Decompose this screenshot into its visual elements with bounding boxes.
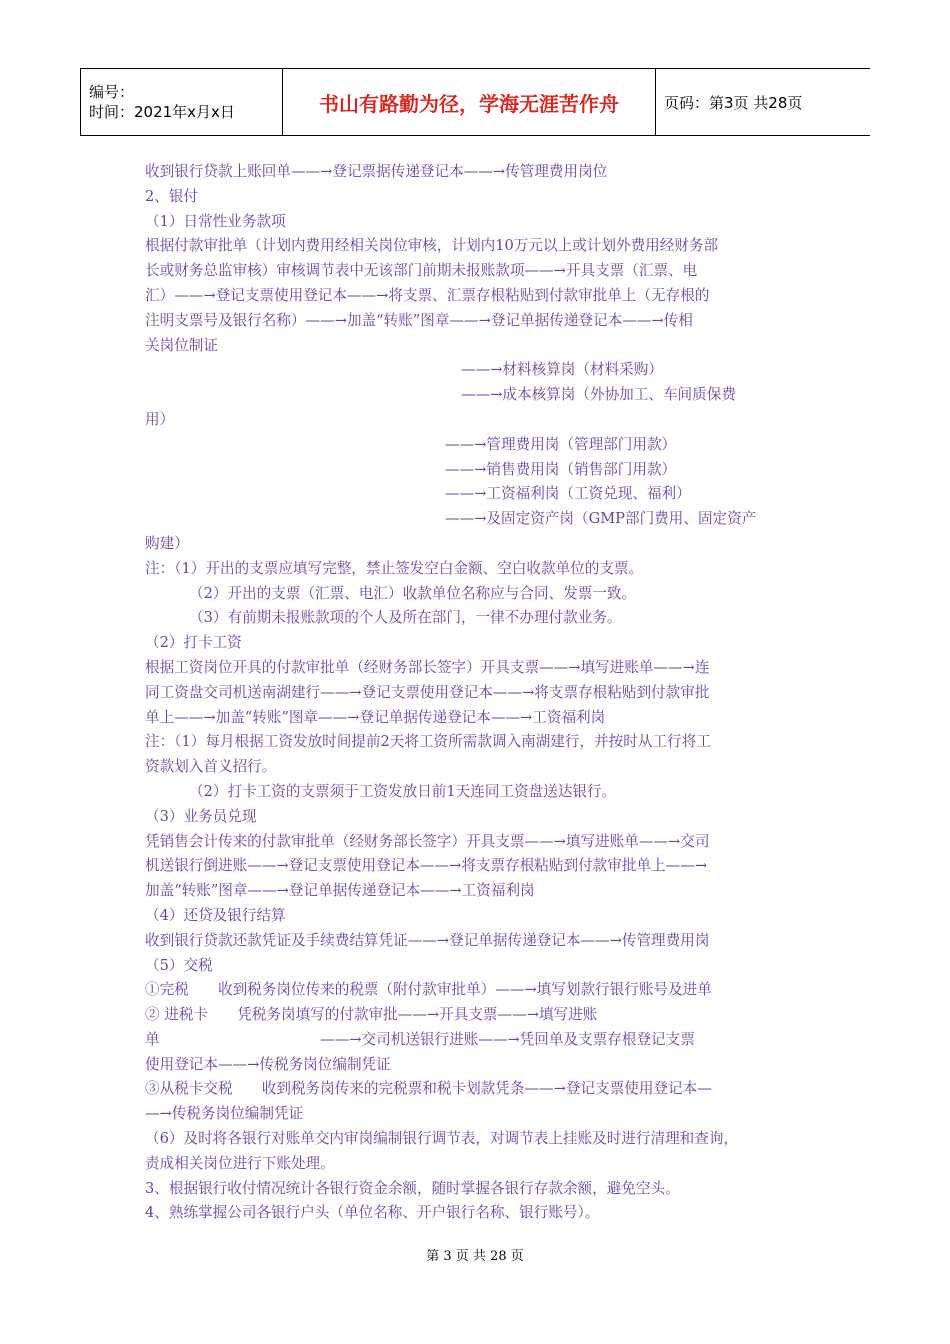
text-line: 使用登记本——→传税务岗位编制凭证 — [145, 1055, 391, 1073]
text-line: 单上——→加盖“转账”图章——→登记单据传递登记本——→工资福利岗 — [145, 708, 606, 726]
text-line: （5）交税 — [145, 956, 213, 974]
text-line: —→传税务岗位编制凭证 — [145, 1105, 304, 1123]
text-line: 根据付款审批单（计划内费用经相关岗位审核，计划内10万元以上或计划外费用经财务部 — [145, 237, 719, 255]
text-line: 注明支票号及银行名称）——→加盖“转账”图章——→登记单据传递登记本——→传相 — [145, 311, 693, 329]
text-line: （4）还贷及银行结算 — [145, 906, 286, 924]
header-page-label: 页码：第3页 共28页 — [664, 93, 803, 112]
text-line: ——→及固定资产岗（GMP部门费用、固定资产 — [445, 510, 757, 528]
text-line: （3）有前期未报账款项的个人及所在部门，一律不办理付款业务。 — [189, 609, 622, 627]
text-line: （2）开出的支票（汇票、电汇）收款单位名称应与合同、发票一致。 — [189, 584, 637, 602]
text-line: 收到银行贷款上账回单——→登记票据传递登记本——→传管理费用岗位 — [145, 163, 608, 180]
header-meta — [80, 69, 282, 135]
text-line: 单 ——→交司机送银行进账——→凭回单及支票存根登记支票 — [145, 1030, 695, 1048]
text-line: ③从税卡交税 收到税务岗传来的完税票和税卡划款凭条——→登记支票使用登记本— — [145, 1080, 712, 1098]
text-line: （6）及时将各银行对账单交内审岗编制银行调节表，对调节表上挂账及时进行清理和查询， — [145, 1130, 739, 1148]
text-line: ——→成本核算岗（外协加工、车间质保费 — [461, 386, 736, 404]
text-line: 收到银行贷款还款凭证及手续费结算凭证——→登记单据传递登记本——→传管理费用岗 — [145, 931, 710, 949]
text-line: 4、熟练掌握公司各银行户头（单位名称、开户银行名称、银行账号）。 — [145, 1204, 600, 1222]
page-header — [80, 68, 870, 136]
text-line: 长或财务总监审核）审核调节表中无该部门前期未报账款项——→开具支票（汇票、电 — [145, 262, 698, 280]
text-line: ——→管理费用岗（管理部门用款） — [445, 435, 677, 453]
text-line: ② 进税卡 凭税务岗填写的付款审批——→开具支票——→填写进账 — [145, 1006, 598, 1024]
text-line: 注：（1）每月根据工资发放时间提前2天将工资所需款调入南湖建行，并按时从工行将工 — [145, 733, 711, 751]
text-line: ——→工资福利岗（工资兑现、福利） — [445, 485, 691, 503]
header-motto: 书山有路勤为径，学海无涯苦作舟 — [282, 69, 656, 135]
text-line: 资款划入首义招行。 — [145, 758, 277, 776]
text-line: 3、根据银行收付情况统计各银行资金余额，随时掌握各银行存款余额，避免空头。 — [145, 1179, 680, 1197]
text-line: 汇）——→登记支票使用登记本——→将支票、汇票存根粘贴到付款审批单上（无存根的 — [145, 286, 710, 304]
text-line: ——→销售费用岗（销售部门用款） — [445, 460, 677, 478]
document-number-label: 编号： — [89, 83, 135, 101]
text-line: 2、银付 — [145, 187, 199, 205]
text-line: 注：（1）开出的支票应填写完整，禁止签发空白金额、空白收款单位的支票。 — [145, 559, 644, 577]
document-date-label: 时间：2021年x月x日 — [89, 103, 235, 121]
text-line: 机送银行倒进账——→登记支票使用登记本——→将支票存根粘贴到付款审批单上——→ — [145, 857, 708, 875]
text-line: 根据工资岗位开具的付款审批单（经财务部长签字）开具支票——→填写进账单——→连 — [145, 658, 710, 676]
text-line: 购建） — [145, 534, 189, 552]
text-line: 凭销售会计传来的付款审批单（经财务部长签字）开具支票——→填写进账单——→交司 — [145, 832, 710, 850]
text-line: ①完税 收到税务岗位传来的税票（附付款审批单）——→填写划款行银行账号及进单 — [145, 981, 712, 999]
text-line: （2）打卡工资的支票须于工资发放日前1天连同工资盘送达银行。 — [189, 782, 617, 800]
text-line: 责成相关岗位进行下账处理。 — [145, 1154, 335, 1172]
text-line: 同工资盘交司机送南湖建行——→登记支票使用登记本——→将支票存根粘贴到付款审批 — [145, 683, 710, 701]
page-footer: 第 3 页 共 28 页 — [426, 1249, 524, 1264]
text-line: （3）业务员兑现 — [145, 807, 257, 825]
document-body — [145, 160, 813, 1226]
text-line: （1）日常性业务款项 — [145, 212, 286, 230]
text-line: 关岗位制证 — [145, 336, 218, 354]
text-line: 加盖“转账”图章——→登记单据传递登记本——→工资福利岗 — [145, 882, 535, 900]
text-line: 用） — [145, 410, 175, 428]
text-line: ——→材料核算岗（材料采购） — [461, 361, 663, 379]
text-line: （2）打卡工资 — [145, 634, 242, 652]
